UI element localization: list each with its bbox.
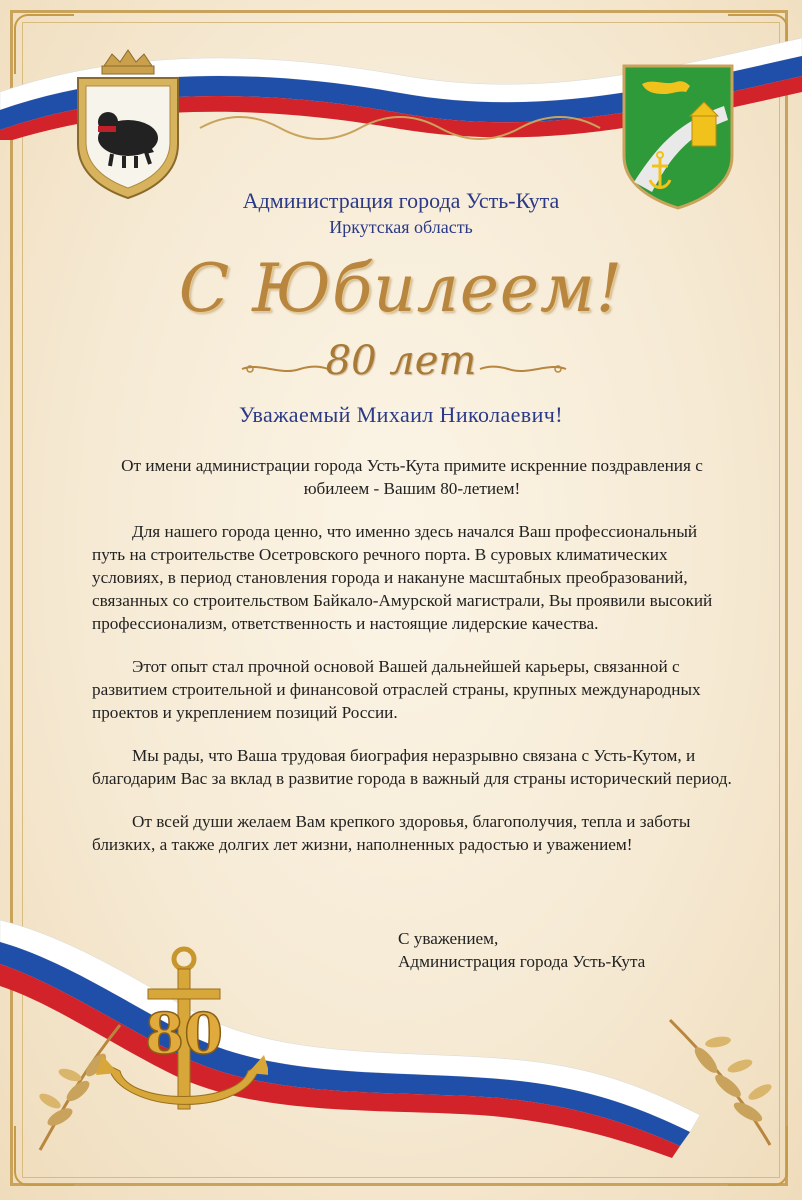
page-title: С Юбилеем!	[178, 250, 624, 327]
signature-line: С уважением,	[398, 929, 499, 948]
greeting: Уважаемый Михаил Николаевич!	[239, 402, 563, 427]
laurel-branch-icon	[640, 1000, 790, 1150]
flourish-right-icon	[478, 362, 568, 376]
letter-body	[92, 454, 732, 876]
signature-line: Администрация города Усть-Кута	[398, 952, 646, 971]
anchor-icon	[88, 945, 268, 1135]
paragraph: От всей души желаем Вам крепкого здоровья, благополучия, тепла и заботы близких, а также долгих лет жизни, наполненных радостью и уважением!	[92, 812, 691, 854]
paragraph: От имени администрации города Усть-Кута примите искренние поздравления с юбилеем - Вашим 80-летием!	[121, 456, 703, 498]
organization-name: Администрация города Усть-Кута	[242, 188, 560, 213]
anniversary-badge: 80	[145, 1001, 223, 1067]
region-name: Иркутская область	[329, 217, 473, 237]
irkutsk-coat-of-arms-icon	[74, 48, 182, 200]
anniversary-years: 80 лет	[325, 338, 477, 384]
paragraph: Мы рады, что Ваша трудовая биография неразрывно связана с Усть-Кутом, и благодарим Вас за вклад в развитие города в важный для страны исторический период.	[92, 746, 732, 788]
paragraph: Этот опыт стал прочной основой Вашей дальнейшей карьеры, связанной с развитием строительной и финансовой отраслей страны, крупных международных проектов и укреплением позиций России.	[92, 657, 701, 722]
paragraph: Для нашего города ценно, что именно здесь начался Ваш профессиональный путь на строительстве Осетровского речного порта. В суровых климатических условиях, в период становления города и накануне масштабных преобразований, связанных со строительством Байкало-Амурской магистрали, Вы проявили высокий профессионализм, ответственность и настоящие лидерские качества.	[92, 522, 713, 633]
